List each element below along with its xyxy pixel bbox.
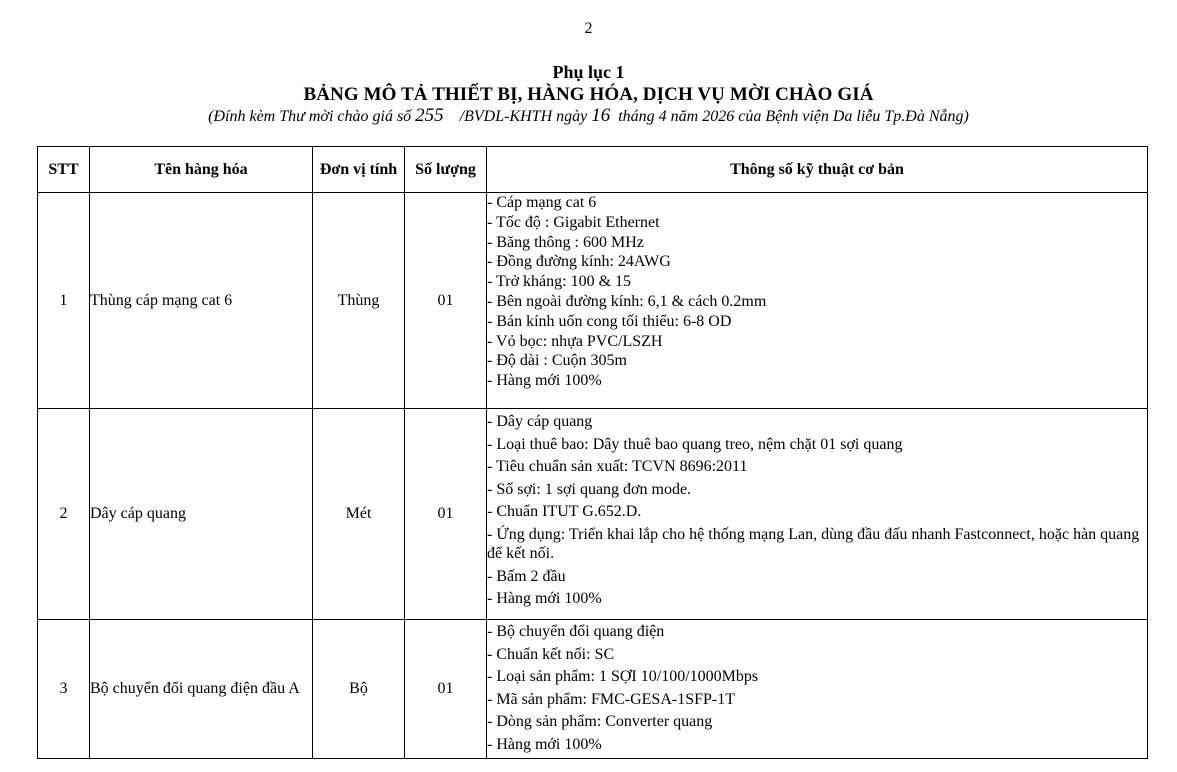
row-item-name: Thùng cáp mạng cat 6 [90,193,313,409]
spec-line: - Số sợi: 1 sợi quang đơn mode. [487,480,692,498]
spec-line: - Bán kính uốn cong tối thiểu: 6-8 OD [487,312,732,330]
header-stt: STT [38,147,90,193]
spec-line: - Hàng mới 100% [487,735,602,753]
row-stt: 1 [38,193,90,409]
subtitle-text-2: /BVDL-KHTH ngày [443,108,592,125]
spec-line: - Trở kháng: 100 & 15 [487,273,632,291]
spec-line: - Hàng mới 100% [487,590,602,607]
row-unit: Thùng [313,193,405,409]
spec-line: - Tiêu chuẩn sản xuất: TCVN 8696:2011 [487,458,748,475]
specification-table [37,146,1148,759]
spec-line: - Vỏ bọc: nhựa PVC/LSZH [487,332,663,350]
spec-line: - Bên ngoài đường kính: 6,1 & cách 0.2mm [487,292,767,310]
spec-line: - Dòng sản phẩm: Converter quang [487,713,713,731]
appendix-heading: Phụ lục 1 [552,62,625,82]
spec-line: - Loại thuê bao: Dây thuê bao quang treo, nệm chặt 01 sợi quang [487,435,903,453]
spec-line: - Mã sản phẩm: FMC-GESA-1SFP-1T [487,690,736,708]
header-name: Tên hàng hóa [90,147,313,193]
table-header-row [38,147,1148,193]
table-row [38,409,1148,620]
spec-line: - Hàng mới 100% [487,372,602,390]
row-item-name: Dây cáp quang [90,409,313,620]
header-unit: Đơn vị tính [313,147,405,193]
row-quantity: 01 [405,409,487,620]
row-stt: 3 [38,620,90,759]
spec-line: - Tốc độ : Gigabit Ethernet [487,213,660,231]
row-specs [487,193,1148,409]
spec-line: - Bấm 2 đầu [487,567,566,585]
row-unit: Mét [313,409,405,620]
page-number: 2 [584,20,593,37]
row-specs [487,620,1148,759]
document-title: BẢNG MÔ TẢ THIẾT BỊ, HÀNG HÓA, DỊCH VỤ MỜI CHÀO GIÁ [303,84,874,105]
spec-line: - Loại sản phẩm: 1 SỢI 10/100/1000Mbps [487,668,759,686]
spec-line: - Độ dài : Cuộn 305m [487,352,627,370]
subtitle-text-1: (Đính kèm Thư mời chào giá số [208,108,416,125]
spec-line: - Đồng đường kính: 24AWG [487,253,671,271]
spec-line: - Dây cáp quang [487,413,593,430]
spec-line: - Chuẩn kết nối: SC [487,645,615,663]
spec-line: - Chuẩn ITUT G.652.D. [487,503,642,520]
row-item-name: Bộ chuyển đổi quang điện đầu A [90,620,313,759]
table-row [38,193,1148,409]
letter-day: 16 [591,105,611,126]
spec-line: - Bộ chuyển đổi quang điện [487,623,665,640]
table-row [38,620,1148,759]
subtitle-text-3: tháng 4 năm 2026 của Bệnh viện Da liễu Tp.Đà Nẵng) [610,108,969,125]
header-specs: Thông số kỹ thuật cơ bản [487,147,1148,193]
document-subtitle [0,105,1177,127]
row-unit: Bộ [313,620,405,759]
spec-line: - Cáp mạng cat 6 [487,194,597,211]
spec-line: - Băng thông : 600 MHz [487,233,644,251]
letter-number: 255 [415,105,444,126]
header-quantity: Số lượng [405,147,487,193]
row-specs [487,409,1148,620]
row-quantity: 01 [405,620,487,759]
row-stt: 2 [38,409,90,620]
row-quantity: 01 [405,193,487,409]
spec-line: - Ứng dụng: Triển khai lắp cho hệ thống mạng Lan, dùng đầu đấu nhanh Fastconnect, hoặc hàn quang để kết nối. [487,525,1140,562]
